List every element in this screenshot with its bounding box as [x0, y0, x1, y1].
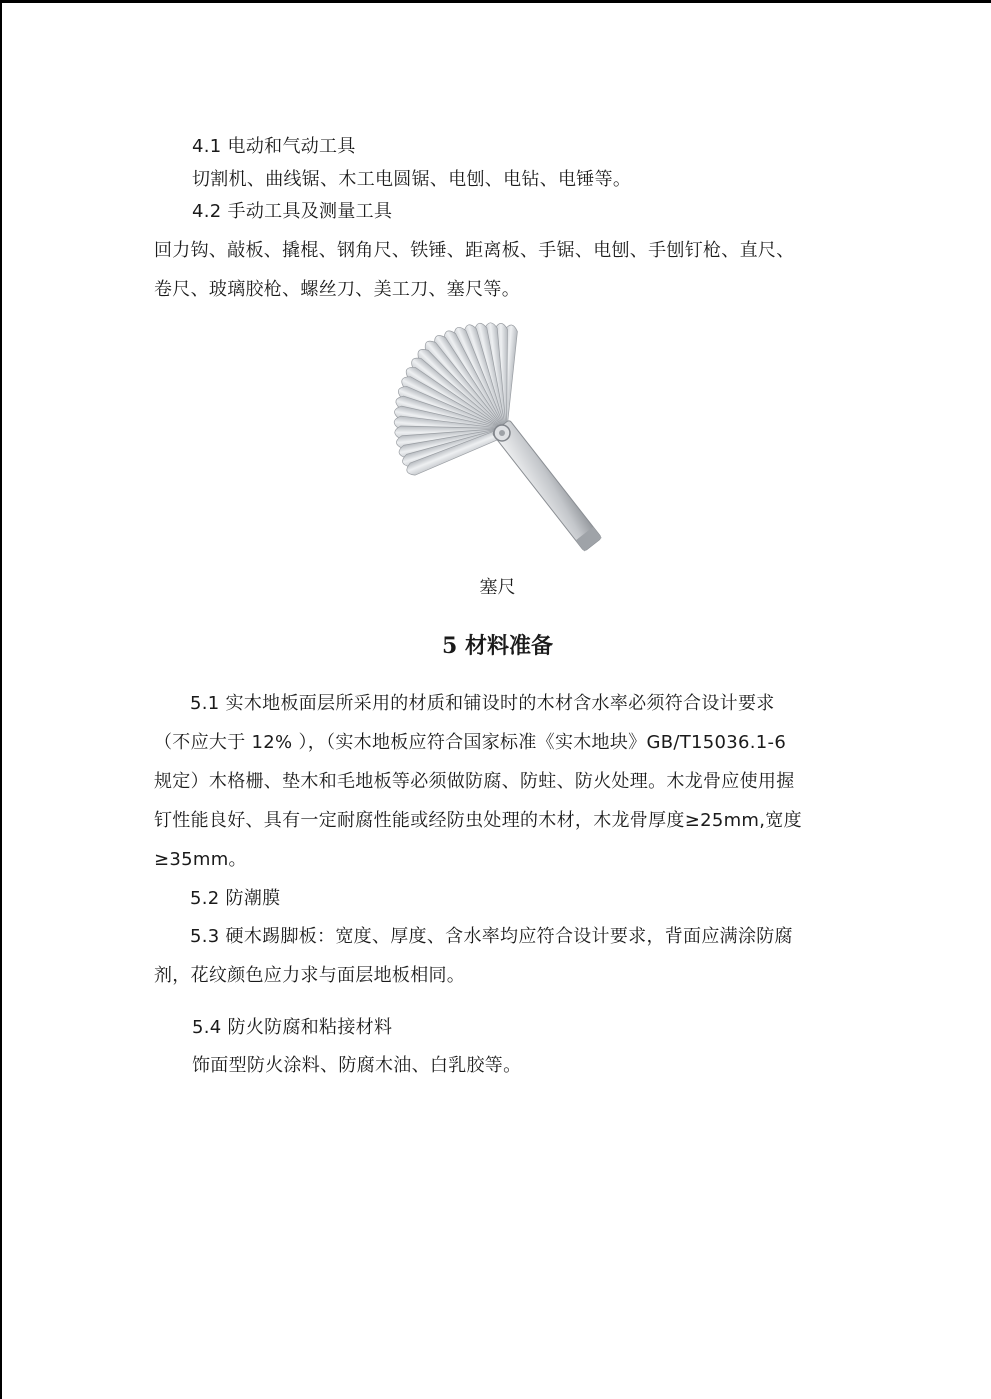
subsection-5-4-text: 饰面型防火涂料、防腐木油、白乳胶等。 — [192, 1055, 522, 1076]
paragraph-5-3-line: 剂，花纹颜色应力求与面层地板相同。 — [154, 965, 466, 986]
paragraph-5-1-line: 5.1 实木地板面层所采用的材质和铺设时的木材含水率必须符合设计要求 — [190, 693, 775, 714]
figure-caption: 塞尺 — [479, 577, 516, 598]
paragraph-5-3-line: 5.3 硬木踢脚板：宽度、厚度、含水率均应符合设计要求，背面应满涂防腐 — [190, 926, 793, 947]
subsection-4-2-heading: 4.2 手动工具及测量工具 — [192, 201, 393, 222]
subsection-4-2-text-line-2: 卷尺、玻璃胶枪、螺丝刀、美工刀、塞尺等。 — [154, 279, 520, 300]
subsection-4-2-text-line-1: 回力钩、敲板、撬棍、钢角尺、铁锤、距离板、手锯、电刨、手刨钉枪、直尺、 — [154, 240, 795, 261]
subsection-4-1-text: 切割机、曲线锯、木工电圆锯、电刨、电钻、电锤等。 — [192, 169, 632, 190]
subsection-4-1-heading: 4.1 电动和气动工具 — [192, 136, 356, 157]
paragraph-5-2: 5.2 防潮膜 — [190, 888, 281, 909]
subsection-5-4-heading: 5.4 防火防腐和粘接材料 — [192, 1017, 393, 1038]
feeler-gauge-image — [387, 311, 607, 575]
paragraph-5-1-line: （不应大于 12% ），（实木地板应符合国家标准《实木地块》GB/T15036.1-6 — [154, 732, 787, 753]
paragraph-5-1-line: 规定）木格栅、垫木和毛地板等必须做防腐、防蛀、防火处理。木龙骨应使用握 — [154, 771, 795, 792]
paragraph-5-1-line: 钉性能良好、具有一定耐腐性能或经防虫处理的木材，木龙骨厚度≥25mm,宽度 — [154, 810, 802, 831]
section-5-title: 5 材料准备 — [442, 633, 553, 659]
paragraph-5-1-line: ≥35mm。 — [154, 849, 247, 870]
